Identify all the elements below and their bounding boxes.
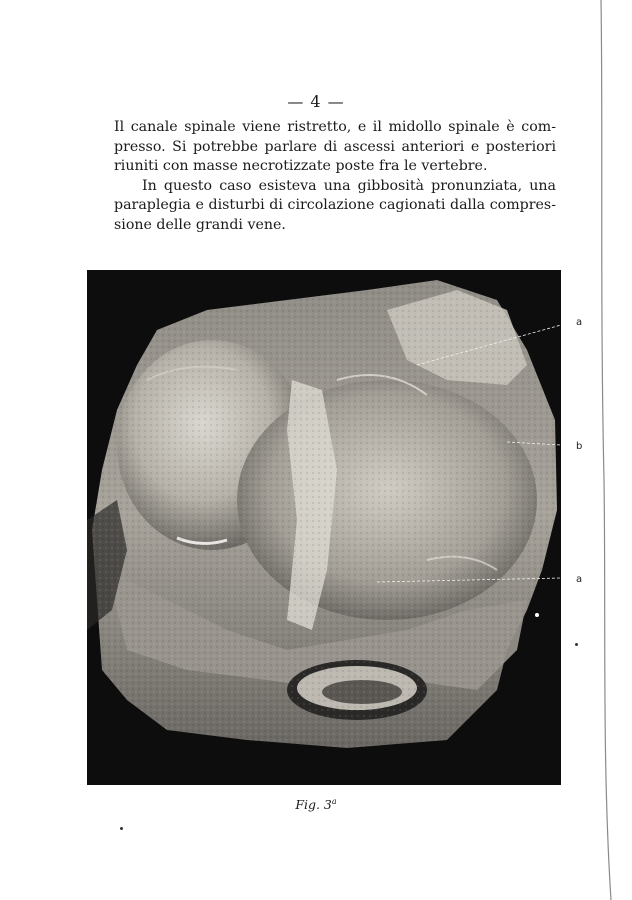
page-edge-line (596, 0, 618, 900)
figure-caption-superscript: a (331, 797, 337, 806)
text-line: In questo caso esisteva una gibbosità pronunziata, una (142, 177, 556, 194)
text-line: presso. Si potrebbe parlare di ascessi anteriori e posteriori (114, 138, 556, 155)
specimen-photograph (87, 270, 561, 785)
figure-label-b: b (576, 441, 583, 452)
text-line: riuniti con masse necrotizzate poste fra le vertebre. (114, 158, 488, 175)
ink-speck (575, 643, 578, 646)
figure-label-a-bottom: a (576, 574, 583, 585)
text-line: sione delle grandi vene. (114, 216, 286, 233)
figure-caption-text: Fig. 3 (295, 797, 332, 813)
figure-caption (0, 797, 632, 812)
text-line: Il canale spinale viene ristretto, e il midollo spinale è com- (114, 119, 556, 135)
text-line: paraplegia e disturbi di circolazione cagionati dalla compres- (114, 197, 556, 214)
figure-label-a-top: a (576, 317, 583, 328)
ink-speck (120, 827, 123, 830)
page-number: — 4 — (287, 92, 345, 111)
body-text (114, 118, 556, 236)
